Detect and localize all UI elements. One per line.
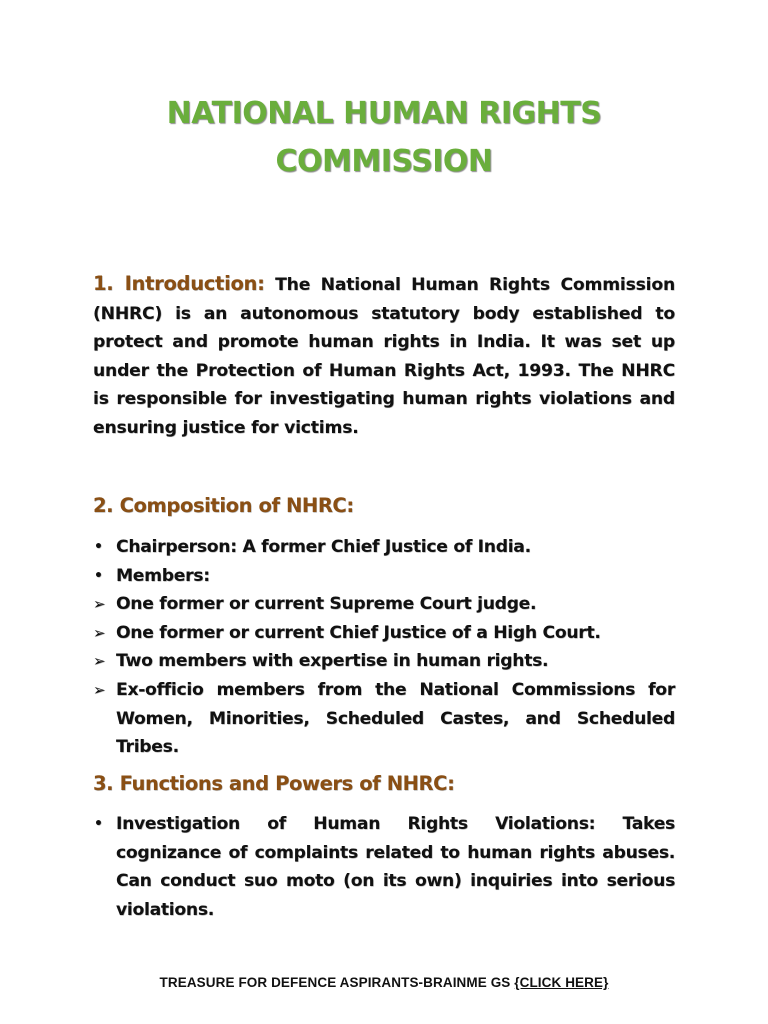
footer-text: TREASURE FOR DEFENCE ASPIRANTS-BRAINME GS bbox=[159, 975, 515, 990]
list-item-text: One former or current Chief Justice of a High Court. bbox=[116, 622, 601, 643]
list-item bbox=[93, 647, 675, 676]
title-line-1: NATIONAL HUMAN RIGHTS bbox=[166, 96, 602, 131]
arrow-bullet-icon: ➢ bbox=[93, 680, 106, 699]
page-footer bbox=[0, 975, 768, 990]
list-item bbox=[93, 562, 675, 591]
functions-heading: 3. Functions and Powers of NHRC: bbox=[93, 772, 455, 795]
click-here-link[interactable]: {CLICK HERE} bbox=[514, 975, 609, 990]
introduction-heading: 1. Introduction: bbox=[93, 272, 265, 295]
list-item-text: Two members with expertise in human rights. bbox=[116, 651, 549, 672]
list-item bbox=[93, 676, 675, 762]
arrow-bullet-icon: ➢ bbox=[93, 623, 106, 642]
bullet-icon: • bbox=[94, 567, 103, 584]
arrow-bullet-icon: ➢ bbox=[93, 652, 106, 671]
arrow-bullet-icon: ➢ bbox=[93, 595, 106, 614]
list-item-text: Members: bbox=[116, 565, 210, 586]
composition-list bbox=[93, 533, 675, 762]
list-item-text: Ex-officio members from the National Commissions for Women, Minorities, Scheduled Castes, and Scheduled Tribes. bbox=[116, 679, 675, 758]
introduction-paragraph bbox=[93, 270, 675, 443]
page-title bbox=[93, 90, 675, 186]
composition-heading: 2. Composition of NHRC: bbox=[93, 494, 354, 517]
introduction-text: The National Human Rights Commission (NHRC) is an autonomous statutory body established to protect and promote human rights in India. It was set up under the Protection of Human Rights Act, 1993. The NHRC is responsible for investigating human rights violations and ensuring justice for victims. bbox=[93, 275, 675, 438]
list-item bbox=[93, 619, 675, 648]
list-item bbox=[93, 533, 675, 562]
list-item bbox=[93, 590, 675, 619]
list-item-text: Chairperson: A former Chief Justice of India. bbox=[116, 537, 531, 557]
bullet-icon: • bbox=[94, 816, 103, 832]
bullet-icon: • bbox=[94, 539, 103, 555]
functions-list bbox=[93, 810, 675, 924]
title-line-2: COMMISSION bbox=[275, 144, 493, 179]
list-item bbox=[93, 810, 675, 924]
list-item-text: One former or current Supreme Court judge. bbox=[116, 594, 537, 615]
list-item-text: Investigation of Human Rights Violations: Takes cognizance of complaints related to human rights abuses. Can conduct suo moto (on its own) inquiries into serious violations. bbox=[116, 814, 675, 920]
